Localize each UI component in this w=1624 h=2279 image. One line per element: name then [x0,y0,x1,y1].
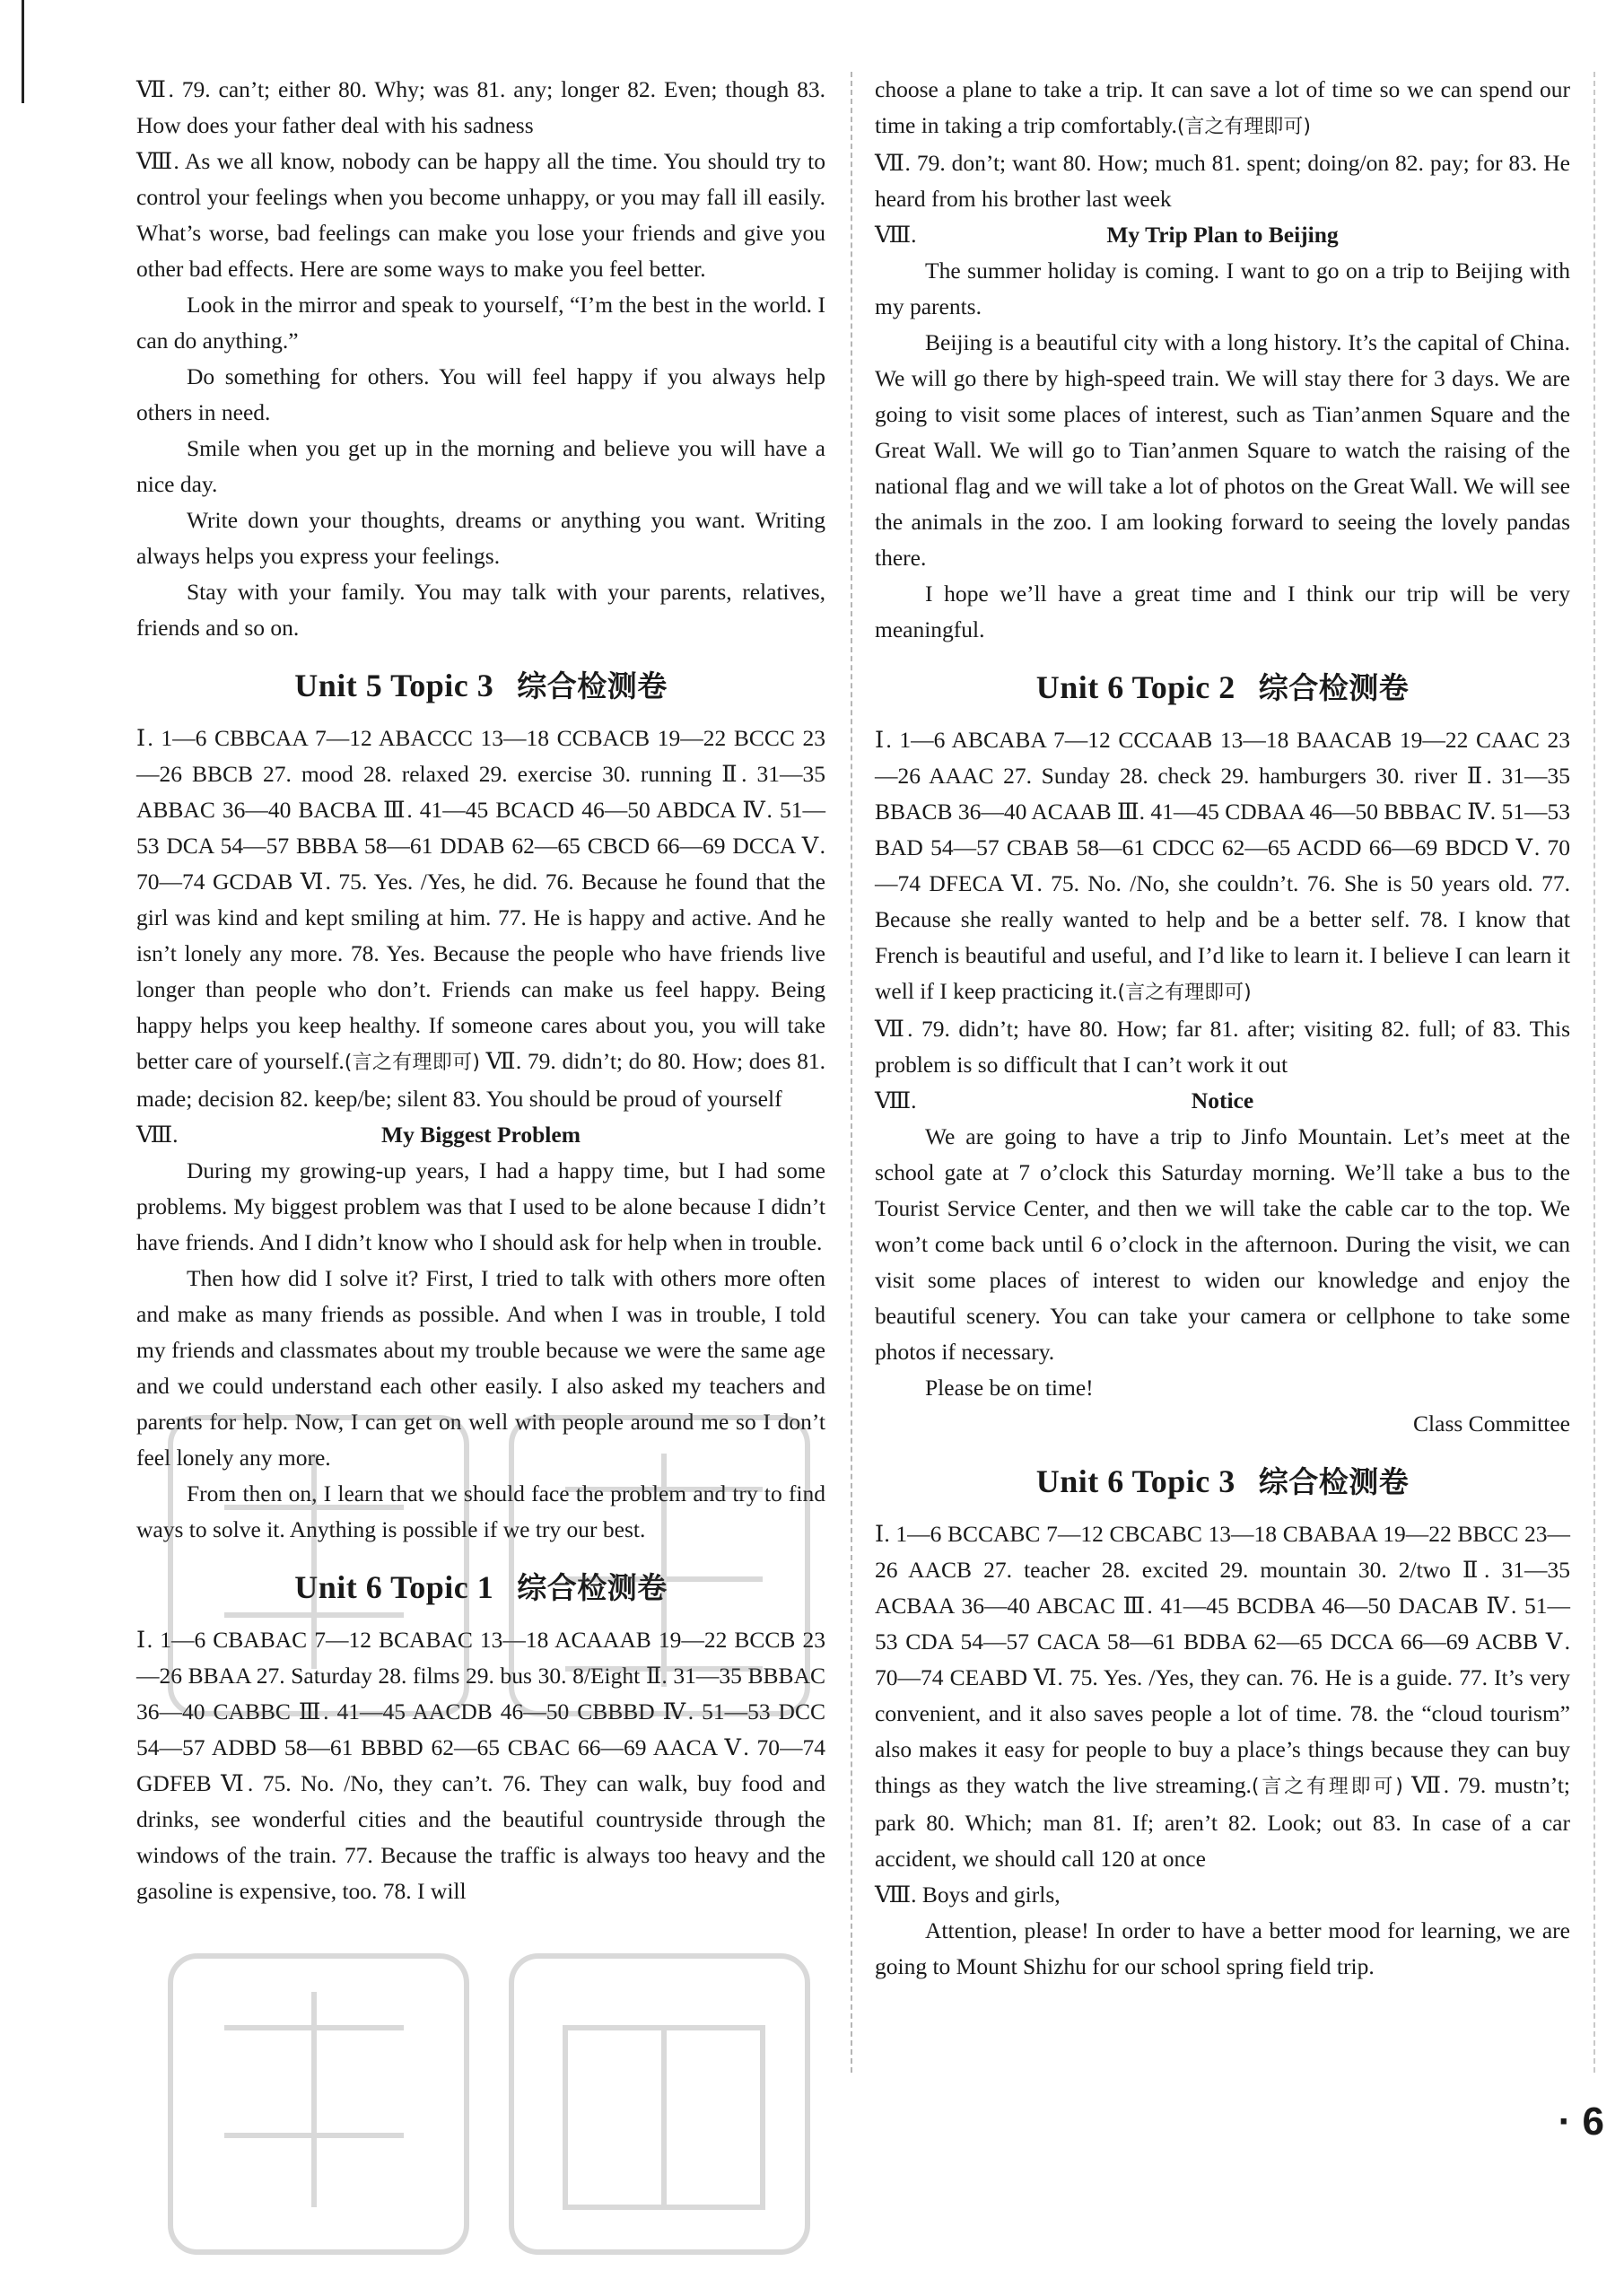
heading-label: Unit 6 Topic 2 [1035,669,1235,705]
roman-numeral: Ⅷ. [875,1087,917,1113]
u5t2-paragraph: Stay with your family. You may talk with your parents, relatives, friends and so on. [136,579,825,641]
answers-cont: Ⅶ. 79. didn’t; do 80. How; does 81. made; decision 82. keep/be; silent 83. You should be proud of yourself [136,1048,826,1112]
tail-text: choose a plane to take a trip. It can save a lot of time so we can spend our time in taking a trip comfortably. [875,76,1570,138]
heading-label: Unit 6 Topic 3 [1035,1463,1235,1499]
essay-paragraph: Beijing is a beautiful city with a long history. It’s the capital of China. We will go there by high-speed train. We will stay there for 3 days. We are going to visit some places of interest, such as Tian’anmen Square and the Great Wall. We will go to Tian’anmen Square to watch the raising of the national flag and we will take a lot of photos on the Great Wall. We will see the animals in the zoo. I am looking forward to seeing the lovely pandas there. [875,329,1570,571]
unit6-topic1-heading [136,1566,825,1610]
heading-cn: 综合检测卷 [1258,670,1410,705]
u6t3-answers [875,1516,1570,1877]
unit6-topic2-heading [875,666,1570,710]
essay-paragraph: Then how did I solve it? First, I tried to talk with others more often and make as many friends as possible. And when I was in trouble, I told my friends and classmates about my trouble because we were the same age and we could understand each other easily. I also asked my teachers and parents for help. Now, I can get on well with people around me so I don’t feel lonely any more. [136,1265,825,1471]
answers-text: Ⅰ. 1—6 CBBCAA 7—12 ABACCC 13—18 CCBACB 19—22 BCCC 23—26 BBCB 27. mood 28. relaxed 29. exercise 30. running Ⅱ. 31—35 ABBAC 36—40 BACBA Ⅲ. 41—45 BCACD 46—50 ABDCA Ⅳ. 51—53 DCA 54—57 BBBA 58—61 DDAB 62—65 CBCD 66—69 DCCA Ⅴ. 70—74 GCDAB Ⅵ. 75. Yes. /Yes, he did. 76. Because he found that the girl was kind and kept smiling at him. 77. He is happy and active. And he isn’t lonely any more. 78. Yes. Because the people who have friends live longer than people who don’t. Friends can make us feel happy. Being happy helps you keep healthy. If someone cares about you, you will take better care of yourself. [136,725,825,1074]
answers-text: Ⅰ. 1—6 BCCABC 7—12 CBCABC 13—18 CBABAA 19—22 BBCC 23—26 AACB 27. teacher 28. excited 29. mountain 30. 2/two Ⅱ. 31—35 ACBAA 36—40 ABCAC Ⅲ. 41—45 BCDBA 46—50 DACAB Ⅳ. 51—53 CDA 54—57 CACA 58—61 BDBA 62—65 DCCA 66—69 ACBB Ⅴ. 70—74 CEABD Ⅵ. 75. Yes. /Yes, they can. 76. He is a guide. 77. It’s very convenient, and it also saves people a lot of time. 78. the “cloud tourism” also makes it easy for people to buy a place’s things because they can buy things as they watch the live streaming. [875,1521,1570,1798]
left-column [136,72,825,1909]
u6t1-tail [875,72,1570,145]
essay-paragraph: Attention, please! In order to have a better mood for learning, we are going to Mount Shizhu for our school spring field trip. [875,1917,1570,1979]
answers-cont: Ⅶ. 79. mustn’t; park 80. Which; man 81. If; aren’t 82. Look; out 83. In case of a car accident, we should call 120 at once [875,1772,1570,1872]
u5t2-part8-intro: Ⅷ. As we all know, nobody can be happy all the time. You should try to control your feelings when you become unhappy, or you may fall ill easily. What’s worse, bad feelings can make you lose your friends and give you other bad effects. Here are some ways to make you feel better. [136,148,825,282]
essay-title: My Biggest Problem [381,1122,581,1148]
u5t2-paragraph: Do something for others. You will feel happy if you always help others in need. [136,363,825,425]
roman-numeral: Ⅷ. [875,222,917,248]
right-margin-rule [1593,72,1595,2073]
u5t3-essay-title-row [136,1117,825,1153]
heading-cn: 综合检测卷 [1258,1464,1410,1499]
note-cn: (言之有理即可) [1251,1776,1403,1798]
essay-paragraph: We are going to have a trip to Jinfo Mountain. Let’s meet at the school gate at 7 o’clock this Saturday morning. We’ll take a bus to the Tourist Service Center, and then we will take the cable car to the top. We won’t come back until 6 o’clock in the afternoon. During the visit, we can visit some places of interest to widen our knowledge and enjoy the beautiful scenery. You can take your camera or cellphone to take some photos if necessary. [875,1123,1570,1365]
u6t2-answers [875,722,1570,1011]
essay-paragraph: Please be on time! [925,1375,1094,1401]
note-cn: (言之有理即可) [344,1052,480,1074]
u6t1-part7: Ⅶ. 79. don’t; want 80. How; much 81. spent; doing/on 82. pay; for 83. He heard from his brother last week [875,150,1570,212]
u5t2-paragraph: Smile when you get up in the morning and believe you will have a nice day. [136,435,825,497]
note-cn: (言之有理即可) [1176,116,1312,138]
right-column [875,72,1570,1985]
page-edge-line [22,0,24,103]
u5t2-paragraph: Write down your thoughts, dreams or anything you want. Writing always helps you express your feelings. [136,507,825,569]
signature: Class Committee [1413,1410,1570,1436]
note-cn: (言之有理即可) [1117,982,1252,1004]
roman-numeral: Ⅷ. [136,1122,179,1148]
unit6-topic3-heading [875,1460,1570,1504]
u5t2-part7: Ⅶ. 79. can’t; either 80. Why; was 81. any; longer 82. Even; though 83. How does your father deal with his sadness [136,76,825,138]
essay-paragraph: The summer holiday is coming. I want to go on a trip to Beijing with my parents. [875,258,1570,319]
essay-title: Notice [1191,1087,1254,1113]
u6t3-essay-start: Ⅷ. Boys and girls, [875,1882,1061,1908]
u5t3-answers [136,720,825,1117]
essay-paragraph: From then on, I learn that we should face the problem and try to find ways to solve it. Anything is possible if we try our best. [136,1480,825,1542]
heading-cn: 综合检测卷 [517,1570,668,1605]
u6t1-essay-title-row [875,217,1570,253]
essay-paragraph: I hope we’ll have a great time and I think our trip will be very meaningful. [875,581,1570,642]
answers-text: Ⅰ. 1—6 ABCABA 7—12 CCCAAB 13—18 BAACAB 19—22 CAAC 23—26 AAAC 27. Sunday 28. check 29. hamburgers 30. river Ⅱ. 31—35 BBACB 36—40 ACAAB Ⅲ. 41—45 CDBAA 46—50 BBBAC Ⅳ. 51—53 BAD 54—57 CBAB 58—61 CDCC 62—65 ACDD 66—69 BDCD Ⅴ. 70—74 DFECA Ⅵ. 75. No. /No, she couldn’t. 76. She is 50 years old. 77. Because she really wanted to help and be a better self. 78. I know that French is beautiful and useful, and I’d like to learn it. I believe I can learn it well if I keep practicing it. [875,727,1570,1004]
u5t2-paragraph: Look in the mirror and speak to yourself, “I’m the best in the world. I can do anything.” [136,292,825,354]
essay-title: My Trip Plan to Beijing [1106,222,1339,248]
unit5-topic3-heading [136,664,825,708]
u6t2-essay-title-row [875,1083,1570,1119]
heading-cn: 综合检测卷 [517,668,668,703]
heading-label: Unit 6 Topic 1 [294,1569,494,1605]
heading-label: Unit 5 Topic 3 [294,668,494,703]
u6t1-answers: Ⅰ. 1—6 CBABAC 7—12 BCABAC 13—18 ACAAAB 19—22 BCCB 23—26 BBAA 27. Saturday 28. films 29. bus 30. 8/Eight Ⅱ. 31—35 BBBAC 36—40 CABBC Ⅲ. 41—45 AACDB 46—50 CBBBD Ⅳ. 51—53 DCC 54—57 ADBD 58—61 BBBD 62—65 CBAC 66—69 AACA Ⅴ. 70—74 GDFEB Ⅵ. 75. No. /No, they can’t. 76. They can walk, buy food and drinks, see wonderful cities and the beautiful countryside through the windows of the train. 77. Because the traffic is always too heavy and the gasoline is expensive, too. 78. I will [136,1627,825,1904]
column-divider [851,72,852,2073]
page-number: · 6 [1558,2100,1604,2144]
u6t2-answers-cont: Ⅶ. 79. didn’t; have 80. How; far 81. after; visiting 82. full; of 83. This problem is so difficult that I can’t work it out [875,1016,1570,1078]
essay-paragraph: During my growing-up years, I had a happy time, but I had some problems. My biggest problem was that I used to be alone because I didn’t have friends. And I didn’t know who I should ask for help when in trouble. [136,1157,825,1255]
